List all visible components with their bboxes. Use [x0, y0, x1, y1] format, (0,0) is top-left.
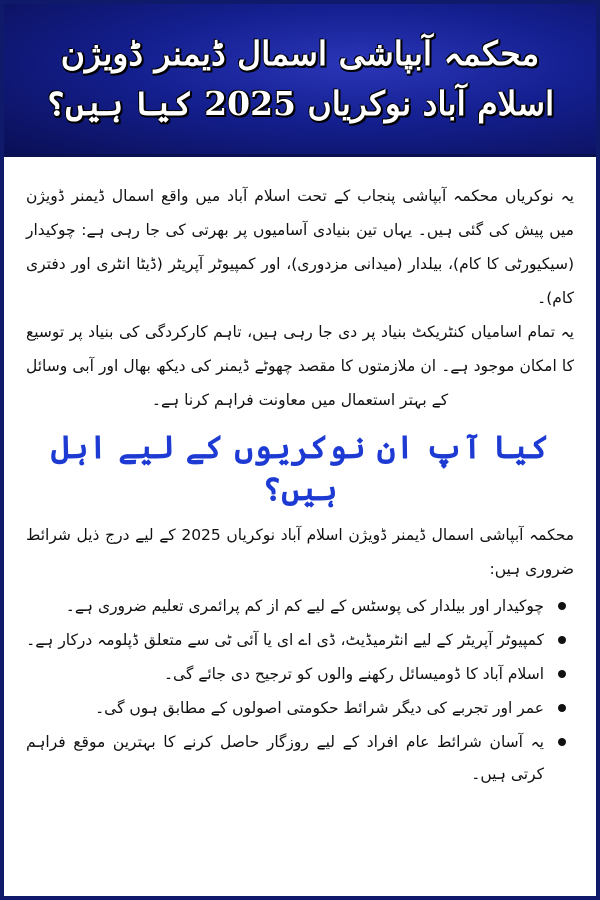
bullet-icon	[558, 636, 566, 644]
bullet-icon	[558, 602, 566, 610]
intro-paragraph-1: یہ نوکریاں محکمہ آبپاشی پنجاب کے تحت اسلام آباد میں واقع اسمال ڈیمنر ڈویژن میں پیش کی گئی ہیں۔ یہاں تین بنیادی آسامیوں پر بھرتی کی جا رہی ہے: چوکیدار (سیکیورٹی کا کام)، بیلدار (میدانی مزدوری)، اور کمپیوٹر آپریٹر (ڈیٹا انٹری اور دفتری کام)۔	[26, 187, 574, 307]
intro-paragraph-2: یہ تمام اسامیاں کنٹریکٹ بنیاد پر دی جا رہی ہیں، تاہم کارکردگی کی بنیاد پر توسیع کا امکان موجود ہے۔ ان ملازمتوں کا مقصد چھوٹے ڈیمنر کی دیکھ بھال اور آبی وسائل کے بہتر استعمال میں معاونت فراہم کرنا ہے۔	[26, 323, 574, 409]
bullet-icon	[558, 704, 566, 712]
list-item-text: یہ آسان شرائط عام افراد کے لیے روزگار حاصل کرنے کا بہترین موقع فراہم کرتی ہیں۔	[26, 733, 544, 784]
banner-title-line-1: محکمہ آبپاشی اسمال ڈیمنر ڈویژن	[60, 34, 540, 74]
list-item	[26, 658, 544, 690]
list-item	[26, 624, 544, 656]
list-item	[26, 692, 544, 724]
bullet-icon	[558, 670, 566, 678]
banner-title-line-2: اسلام آباد نوکریاں 2025 کیا ہیں؟	[45, 84, 555, 123]
article-body	[4, 157, 596, 790]
list-item-text: اسلام آباد کا ڈومیسائل رکھنے والوں کو ترجیح دی جائے گی۔	[163, 665, 544, 684]
list-item	[26, 726, 544, 790]
bullet-icon	[558, 738, 566, 746]
eligibility-intro: محکمہ آبپاشی اسمال ڈیمنر ڈویژن اسلام آباد نوکریاں 2025 کے لیے درج ذیل شرائط ضروری ہیں:	[26, 526, 574, 579]
list-item	[26, 590, 544, 622]
list-item-text: کمپیوٹر آپریٹر کے لیے انٹرمیڈیٹ، ڈی اے ای یا آئی ٹی سے متعلق ڈپلومہ درکار ہے۔	[26, 631, 544, 650]
list-item-text: چوکیدار اور بیلدار کی پوسٹس کے لیے کم از کم پرائمری تعلیم ضروری ہے۔	[65, 597, 544, 616]
requirements-list	[26, 590, 574, 790]
list-item-text: عمر اور تجربے کی دیگر شرائط حکومتی اصولوں کے مطابق ہوں گی۔	[95, 699, 544, 718]
title-banner	[4, 4, 596, 157]
eligibility-heading: کیا آپ ان نوکریوں کے لیے اہل ہیں؟	[50, 428, 550, 508]
